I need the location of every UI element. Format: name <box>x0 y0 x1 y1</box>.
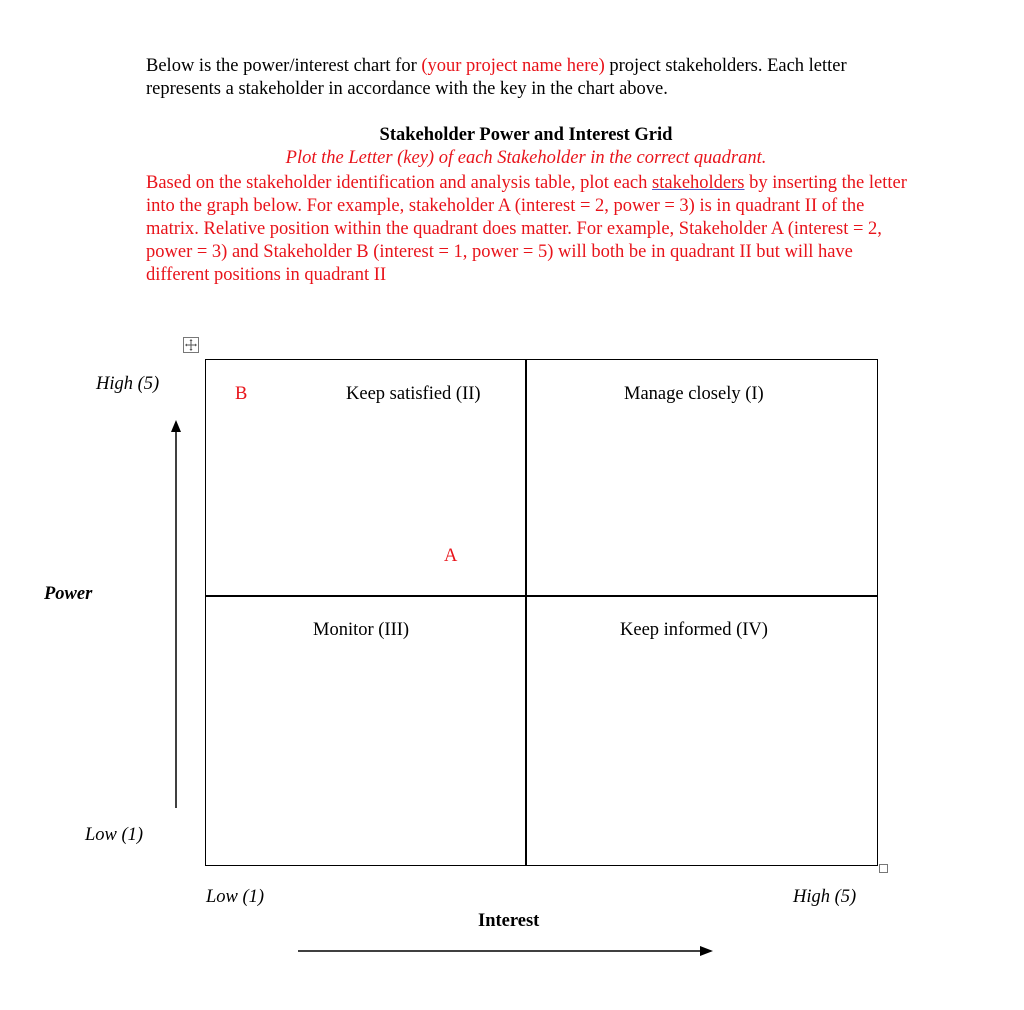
stakeholder-b-marker[interactable]: B <box>235 384 248 404</box>
instructions-text-1: Based on the stakeholder identification and analysis table, plot each <box>146 173 653 193</box>
y-axis-arrow-icon <box>168 418 188 810</box>
table-move-handle-icon[interactable] <box>183 337 199 353</box>
x-axis-low-label: Low (1) <box>206 887 265 907</box>
instructions-text-2: by inserting the letter into the graph below. For example, stakeholder A (interest = 2, power = 3) is in quadrant II of the matrix. Relative position within the quadrant does matter. For example, Stakeholder A (interest = 2, power = 3) and Stakeholder B (interest = 1, power = 5) will both be in quadrant II but will have different positions in quadrant II <box>146 173 907 285</box>
x-axis-high-label: High (5) <box>793 887 857 907</box>
grid-vertical-divider <box>525 359 527 866</box>
grid-horizontal-divider <box>205 595 878 597</box>
quadrant-label-manage-closely: Manage closely (I) <box>624 384 764 404</box>
grid-title: Stakeholder Power and Interest Grid <box>379 125 673 145</box>
project-name-placeholder[interactable]: (your project name here) <box>421 56 605 76</box>
quadrant-label-keep-satisfied: Keep satisfied (II) <box>346 384 481 404</box>
instructions-paragraph <box>146 172 916 287</box>
intro-paragraph <box>146 55 906 101</box>
quadrant-label-monitor: Monitor (III) <box>313 620 410 640</box>
table-resize-handle-icon[interactable] <box>879 864 888 873</box>
y-axis-high-label: High (5) <box>96 374 160 394</box>
x-axis-arrow-icon <box>298 942 718 960</box>
power-interest-grid[interactable] <box>205 359 878 866</box>
intro-text-2: project stakeholders. Each letter represents a stakeholder in accordance with the key in the chart above. <box>146 56 847 99</box>
intro-text-1: Below is the power/interest chart for <box>146 56 422 76</box>
x-axis-title: Interest <box>478 911 540 931</box>
stakeholder-a-marker[interactable]: A <box>444 546 458 566</box>
quadrant-label-keep-informed: Keep informed (IV) <box>620 620 768 640</box>
y-axis-title: Power <box>44 584 93 604</box>
instructions-underlined-word: stakeholders <box>652 173 745 193</box>
y-axis-low-label: Low (1) <box>85 825 144 845</box>
grid-subtitle: Plot the Letter (key) of each Stakeholder in the correct quadrant. <box>285 148 767 168</box>
